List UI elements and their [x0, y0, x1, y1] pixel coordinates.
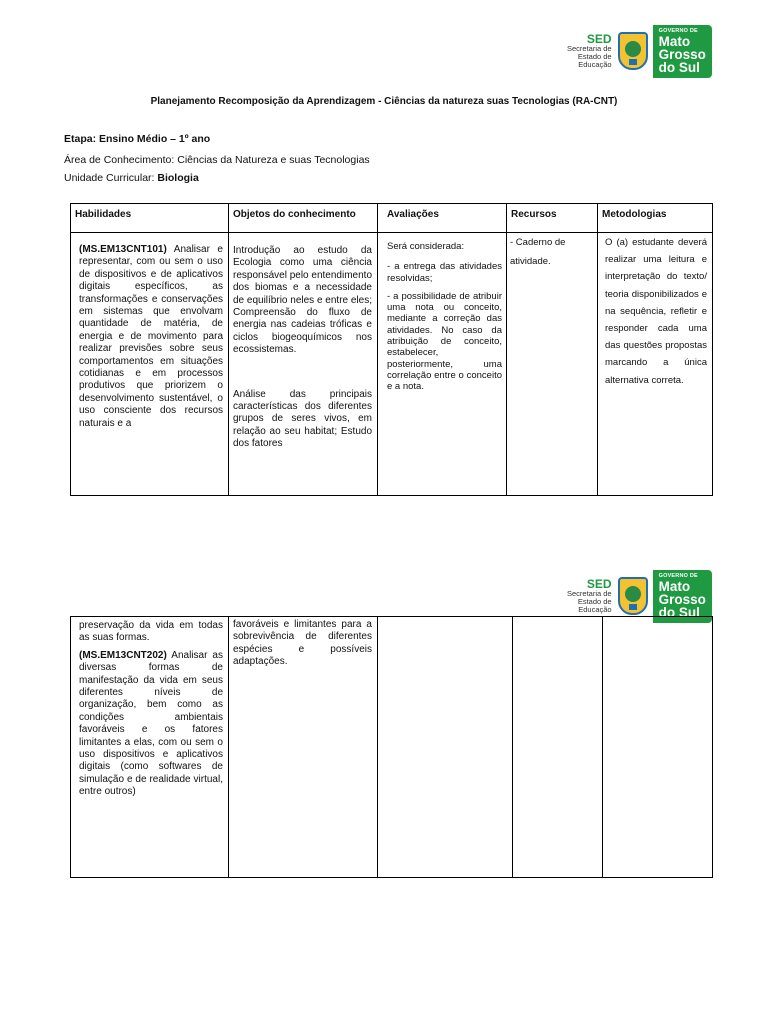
avaliacao-paragraph: - a entrega das atividades resolvidas;: [387, 261, 502, 284]
government-logo: [653, 25, 712, 78]
objeto-paragraph: Introdução ao estudo da Ecologia como uma ciência responsável pelo entendimento dos biomas e a necessidade de equilíbrio neles e entre eles; Compreensão do fluxo de energia nas cadeias tróficas e ciclos biogeoquímicos nos ecossistemas.: [233, 245, 372, 356]
etapa-line: Etapa: Ensino Médio – 1º ano: [64, 133, 211, 145]
sed-line: Estado de: [577, 52, 612, 62]
table-header-row: [71, 204, 713, 233]
table-row: [71, 233, 713, 496]
metodologia-text: O (a) estudante deverá realizar uma leitura e interpretação do texto/ teoria disponibilizados e na sequência, refletir e responder cada uma das questões propostas marcando a única alternativa correta.: [605, 237, 707, 386]
sed-line: Estado de: [577, 597, 612, 607]
gov-line: Grosso: [658, 591, 706, 607]
gov-top: GOVERNO DE: [658, 28, 698, 34]
habilidade-text: preservação da vida em todas as suas formas.: [79, 620, 223, 644]
habilidade-text: Analisar as diversas formas de manifestação da vida em seus diferentes níveis de organização, bem como as condições ambientais favoráveis e os fatores limitantes a elas, com ou sem o uso dispositivos e aplicativos digitais (como softwares de simulação e de realidade virtual, entre outros): [79, 649, 223, 798]
gov-line: Mato: [658, 33, 691, 49]
avaliacao-paragraph: Será considerada:: [387, 241, 465, 252]
unidade-line: [64, 172, 199, 184]
recursos-cell: [507, 233, 598, 496]
unidade-value: Biologia: [157, 172, 199, 184]
gov-line: Grosso: [658, 46, 706, 62]
header-recursos: Recursos: [507, 204, 598, 233]
avaliacoes-cell: [378, 617, 513, 878]
habilidades-cell: [71, 617, 229, 878]
government-logo: [653, 570, 712, 623]
objeto-paragraph: Análise das principais características dos diferentes grupos de seres vivos, em relação ao seu habitat; Estudo dos fatores: [233, 388, 372, 450]
sed-title: SED: [586, 577, 612, 592]
avaliacao-paragraph: - a possibilidade de atribuir uma nota ou conceito, mediante a correção das atividades. No caso da atribuição de conceito, estabelecer, posteriormente, uma correlação entre o conceito e a nota.: [387, 290, 502, 393]
planning-table-page2: [70, 616, 713, 878]
habilidade-code: (MS.EM13CNT202): [79, 649, 167, 661]
objetos-cell: [229, 233, 378, 496]
gov-top: GOVERNO DE: [658, 573, 698, 579]
sed-title: SED: [586, 32, 612, 47]
habilidade-text: Analisar e representar, com ou sem o uso de dispositivos e de aplicativos digitais específicos, as transformações e conservações em sistemas que envolvam quantidade de matéria, de energia e de movimento para realizar previsões sobre seus comportamentos em situações cotidianas e em processos produtivos que priorizem o desenvolvimento sustentável, o uso consciente dos recursos naturais e a: [79, 244, 223, 429]
metodologias-cell: [603, 617, 713, 878]
header-logo: [567, 25, 712, 78]
sed-line: Educação: [578, 60, 612, 70]
sed-logo: [567, 33, 612, 69]
habilidades-cell: [71, 233, 229, 496]
metodologias-cell: [598, 233, 713, 496]
gov-line: do Sul: [658, 59, 700, 75]
recursos-cell: [513, 617, 603, 878]
document-title: Planejamento Recomposição da Aprendizagem - Ciências da natureza suas Tecnologias (RA-CNT): [150, 96, 618, 107]
sed-line: Secretaria de: [567, 589, 612, 599]
header-logo-page2: [567, 570, 712, 623]
area-line: Área de Conhecimento: Ciências da Natureza e suas Tecnologias: [64, 154, 370, 166]
header-habilidades: Habilidades: [71, 204, 229, 233]
sed-logo: [567, 578, 612, 614]
recurso-text: - Caderno de atividade.: [510, 237, 566, 267]
header-objetos: Objetos do conhecimento: [229, 204, 378, 233]
header-avaliacoes: Avaliações: [378, 204, 507, 233]
objeto-paragraph: favoráveis e limitantes para a sobrevivência de diferentes espécies e possíveis adaptações.: [233, 619, 372, 668]
table-row: [71, 617, 713, 878]
sed-line: Secretaria de: [567, 44, 612, 54]
state-seal-icon: [618, 32, 648, 70]
planning-table-page1: [70, 203, 713, 496]
avaliacoes-cell: [378, 233, 507, 496]
unidade-label: Unidade Curricular:: [64, 172, 158, 184]
gov-line: Mato: [658, 578, 691, 594]
state-seal-icon: [618, 577, 648, 615]
gov-line: do Sul: [658, 604, 700, 620]
objetos-cell: [229, 617, 378, 878]
habilidade-code: (MS.EM13CNT101): [79, 244, 167, 255]
sed-line: Educação: [578, 605, 612, 615]
header-metodologias: Metodologias: [598, 204, 713, 233]
